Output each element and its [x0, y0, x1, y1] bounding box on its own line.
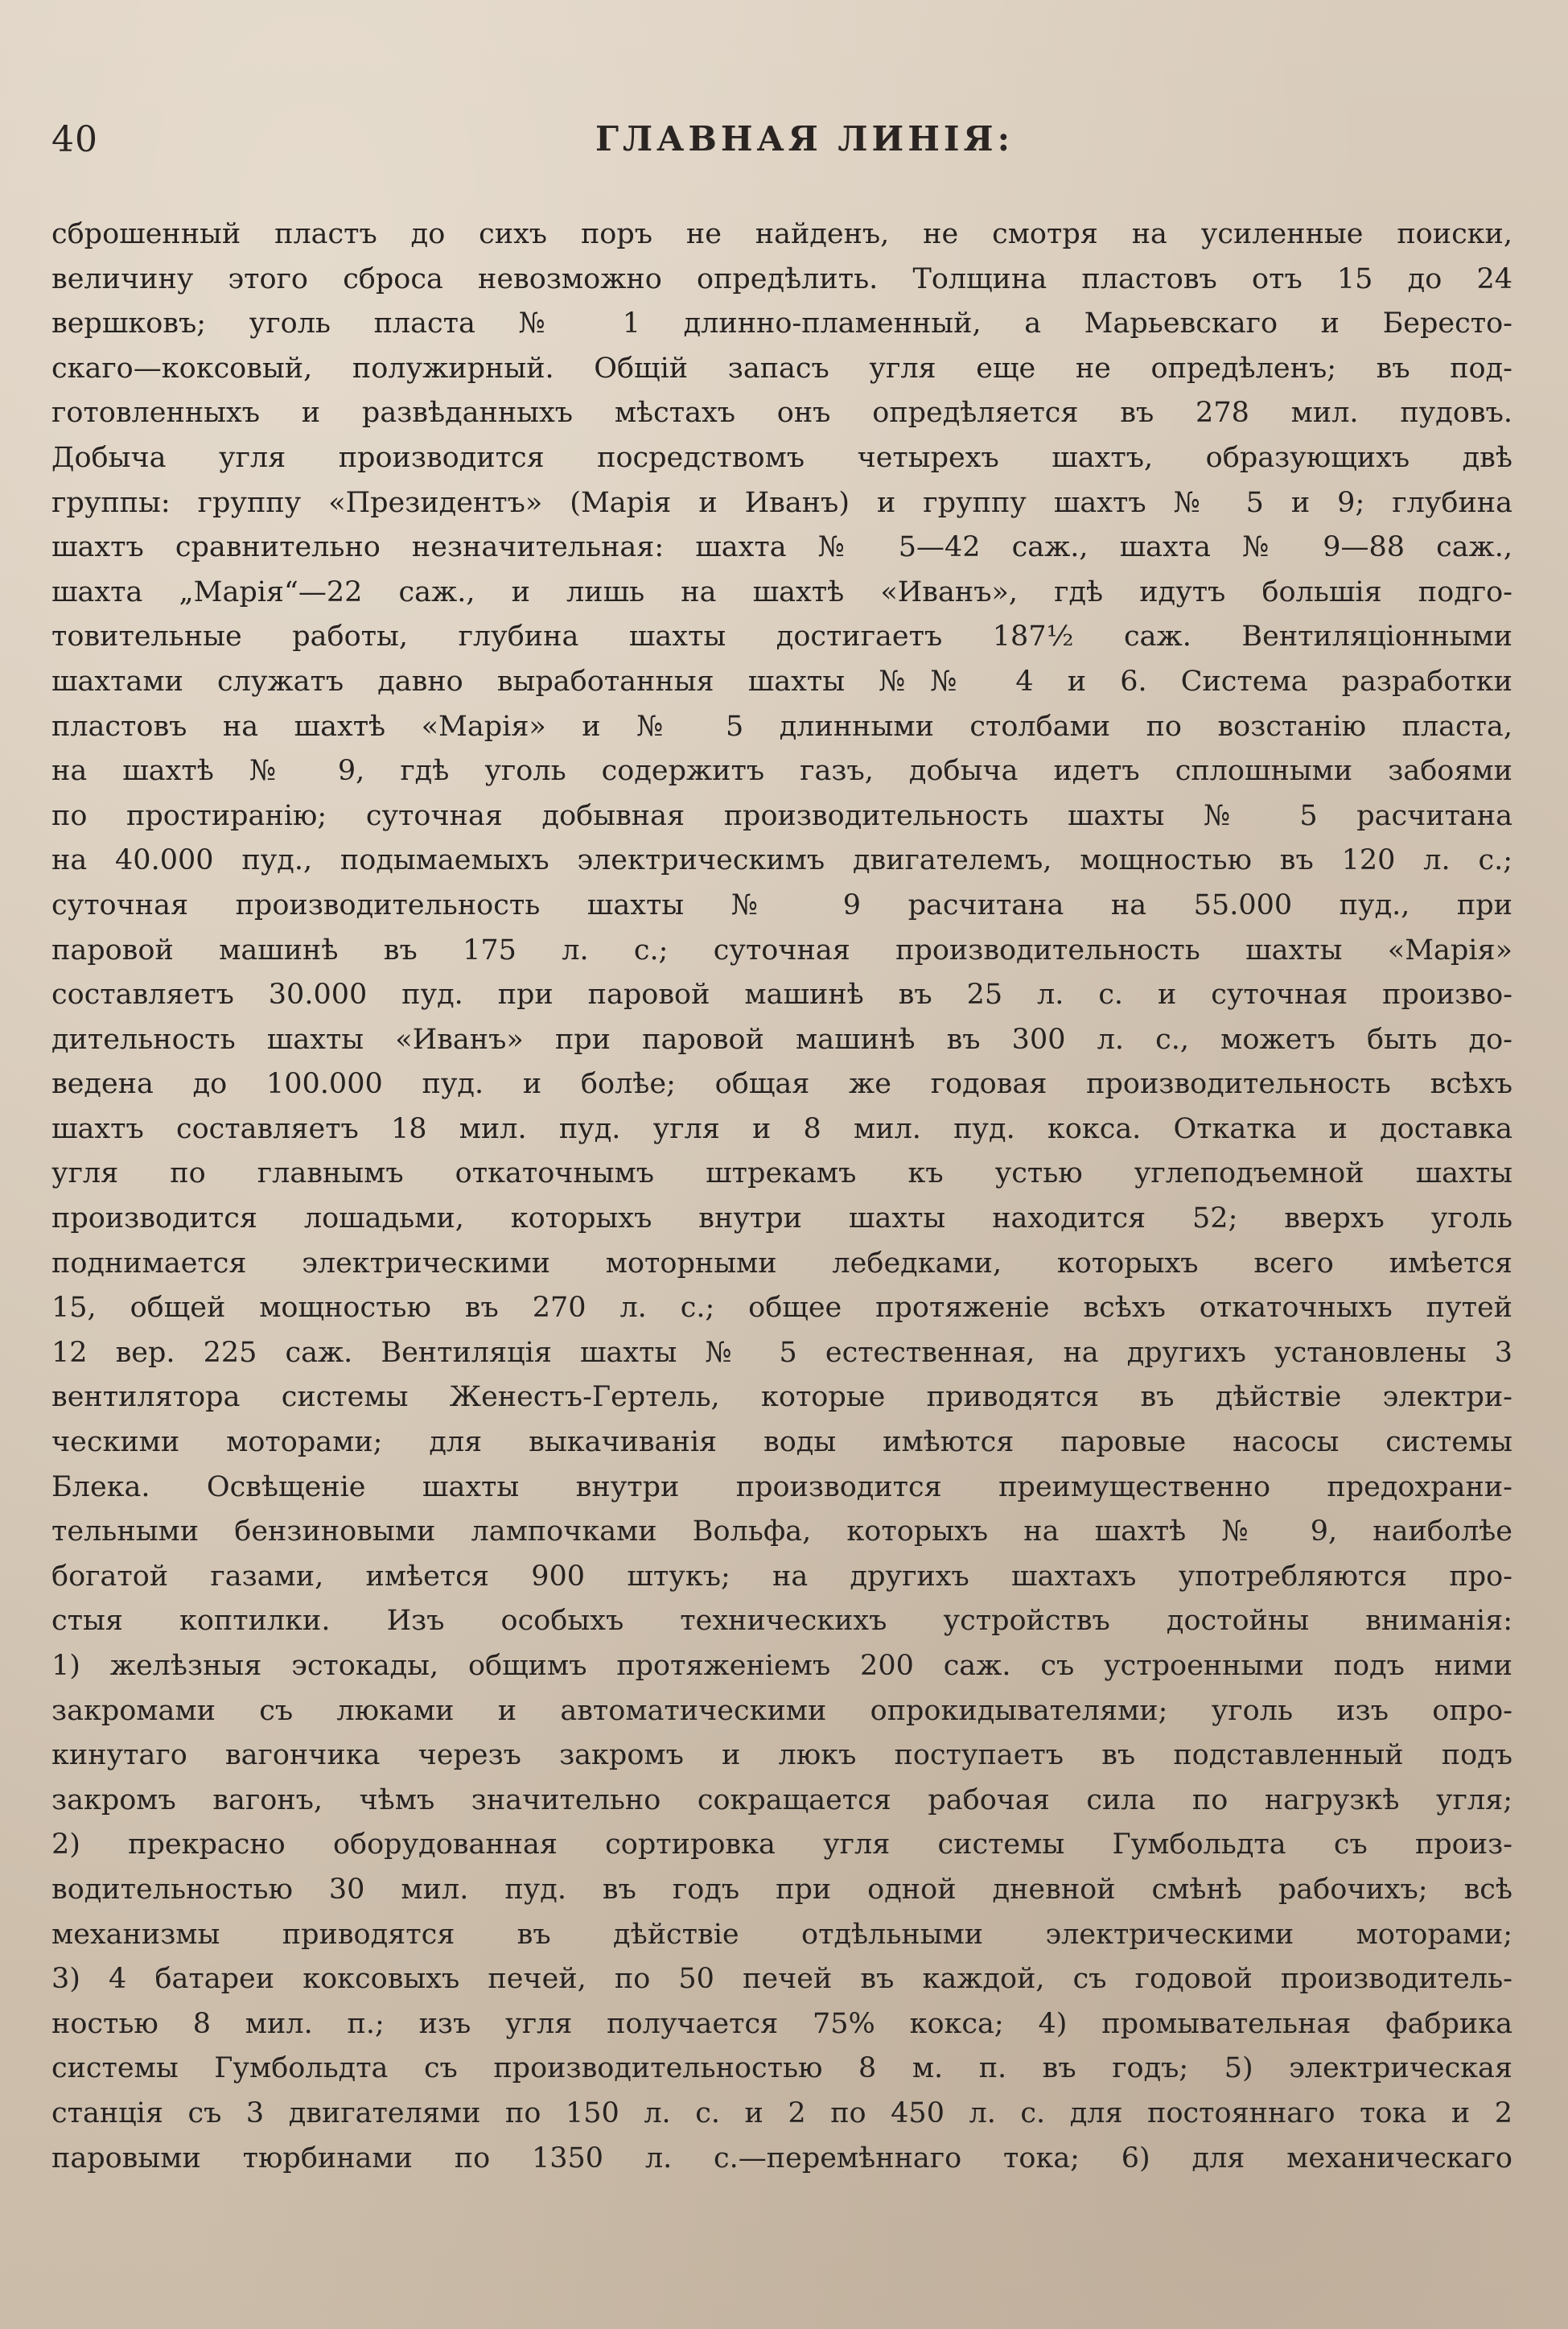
text-line: вершковъ; уголь пласта № 1 длинно-пламенный, а Марьевскаго и Бересто-	[51, 307, 1512, 340]
text-line: скаго—коксовый, полужирный. Общій запасъ угля еще не опредѣленъ; въ под-	[51, 352, 1512, 385]
text-line: сброшенный пластъ до сихъ поръ не найденъ, не смотря на усиленные поиски,	[51, 218, 1512, 250]
page-number: 40	[51, 119, 98, 160]
text-line: величину этого сброса невозможно опредѣлить. Толщина пластовъ отъ 15 до 24	[51, 262, 1512, 295]
text-line: 2) прекрасно оборудованная сортировка угля системы Гумбольдта съ произ-	[51, 1828, 1512, 1861]
text-line: системы Гумбольдта съ производительностью 8 м. п. въ годъ; 5) электрическая	[51, 2052, 1512, 2085]
text-line: вентилятора системы Женестъ-Гертель, которые приводятся въ дѣйствіе электри-	[51, 1381, 1512, 1414]
text-line: составляетъ 30.000 пуд. при паровой машинѣ въ 25 л. с. и суточная произво-	[51, 979, 1512, 1012]
text-line: 1) желѣзныя эстокады, общимъ протяженіемъ 200 саж. съ устроенными подъ ними	[51, 1650, 1512, 1682]
text-line: суточная производительность шахты № 9 расчитана на 55.000 пуд., при	[51, 888, 1512, 921]
text-line: поднимается электрическими моторными лебедками, которыхъ всего имѣется	[51, 1247, 1512, 1280]
text-line: дительность шахты «Иванъ» при паровой машинѣ въ 300 л. с., можетъ быть до-	[51, 1023, 1512, 1056]
text-line: закромъ вагонъ, чѣмъ значительно сокращается рабочая сила по нагрузкѣ угля;	[51, 1783, 1512, 1816]
text-line: Блека. Освѣщеніе шахты внутри производится преимущественно предохрани-	[51, 1470, 1512, 1503]
text-line: закромами съ люками и автоматическими опрокидывателями; уголь изъ опро-	[51, 1694, 1512, 1727]
text-line: на 40.000 пуд., подымаемыхъ электрическимъ двигателемъ, мощностью въ 120 л. с.;	[51, 844, 1512, 877]
text-line: паровой машинѣ въ 175 л. с.; суточная производительность шахты «Марія»	[51, 934, 1512, 967]
text-line: шахтъ сравнительно незначительная: шахта № 5—42 саж., шахта № 9—88 саж.,	[51, 531, 1512, 564]
text-line: кинутаго вагончика черезъ закромъ и люкъ поступаетъ въ подставленный подъ	[51, 1739, 1512, 1772]
text-line: шахтами служатъ давно выработанныя шахты №№ 4 и 6. Система разработки	[51, 665, 1512, 698]
text-line: 15, общей мощностью въ 270 л. с.; общее протяженіе всѣхъ откаточныхъ путей	[51, 1292, 1512, 1325]
text-line: товительные работы, глубина шахты достигаетъ 187½ саж. Вентиляціонными	[51, 620, 1512, 653]
text-line: ностью 8 мил. п.; изъ угля получается 75% кокса; 4) промывательная фабрика	[51, 2007, 1512, 2040]
running-title: ГЛАВНАЯ ЛИНІЯ:	[595, 119, 1014, 159]
text-line: на шахтѣ № 9, гдѣ уголь содержитъ газъ, добыча идетъ сплошными забоями	[51, 755, 1512, 788]
text-line: тельными бензиновыми лампочками Вольфа, которыхъ на шахтѣ № 9, наиболѣе	[51, 1515, 1512, 1548]
text-line: водительностью 30 мил. пуд. въ годъ при одной дневной смѣнѣ рабочихъ; всѣ	[51, 1873, 1512, 1906]
text-line: группы: группу «Президентъ» (Марія и Иванъ) и группу шахтъ № 5 и 9; глубина	[51, 486, 1512, 519]
text-line: 12 вер. 225 саж. Вентиляція шахты № 5 естественная, на другихъ установлены 3	[51, 1336, 1512, 1369]
text-line: готовленныхъ и развѣданныхъ мѣстахъ онъ опредѣляется въ 278 мил. пудовъ.	[51, 397, 1512, 430]
text-line: пластовъ на шахтѣ «Марія» и № 5 длинными столбами по возстанію пласта,	[51, 710, 1512, 743]
text-line: 3) 4 батареи коксовыхъ печей, по 50 печей въ каждой, съ годовой производитель-	[51, 1963, 1512, 1996]
text-line: шахтъ составляетъ 18 мил. пуд. угля и 8 мил. пуд. кокса. Откатка и доставка	[51, 1112, 1512, 1145]
text-line: по простиранію; суточная добывная производительность шахты № 5 расчитана	[51, 799, 1512, 832]
text-line: Добыча угля производится посредствомъ четырехъ шахтъ, образующихъ двѣ	[51, 441, 1512, 474]
page-header	[51, 119, 1516, 167]
text-line: богатой газами, имѣется 900 штукъ; на другихъ шахтахъ употребляются про-	[51, 1560, 1512, 1593]
body-text	[51, 212, 1512, 2181]
text-line: ческими моторами; для выкачиванія воды имѣются паровые насосы системы	[51, 1426, 1512, 1459]
text-line: ведена до 100.000 пуд. и болѣе; общая же годовая производительность всѣхъ	[51, 1068, 1512, 1101]
text-line: механизмы приводятся въ дѣйствіе отдѣльными электрическими моторами;	[51, 1918, 1512, 1951]
text-line: станція съ 3 двигателями по 150 л. с. и 2 по 450 л. с. для постояннаго тока и 2	[51, 2096, 1512, 2129]
text-line: шахта „Марія“—22 саж., и лишь на шахтѣ «Иванъ», гдѣ идутъ большія подго-	[51, 575, 1512, 608]
text-line: паровыми тюрбинами по 1350 л. с.—перемѣннаго тока; 6) для механическаго	[51, 2141, 1512, 2174]
text-line: угля по главнымъ откаточнымъ штрекамъ къ устью углеподъемной шахты	[51, 1157, 1512, 1190]
text-line: стыя коптилки. Изъ особыхъ техническихъ устройствъ достойны вниманія:	[51, 1605, 1512, 1638]
text-line: производится лошадьми, которыхъ внутри шахты находится 52; вверхъ уголь	[51, 1202, 1512, 1235]
